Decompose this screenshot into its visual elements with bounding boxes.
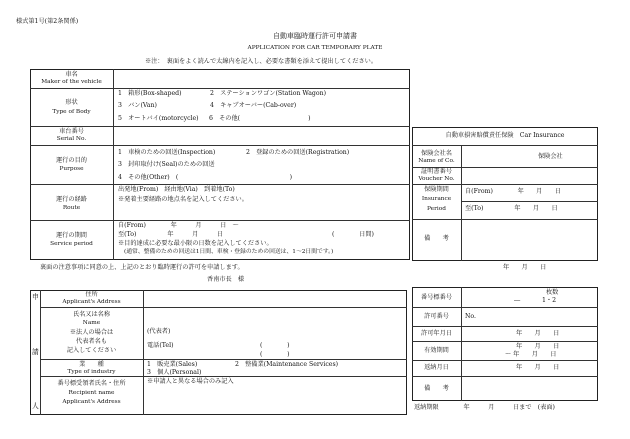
office-remarks-label: 備 考: [424, 385, 449, 392]
vehicle-name-label-en: Maker of the vehicle: [41, 79, 102, 85]
permit-date: 年 月 日: [516, 330, 560, 337]
plate-nums: 1・2: [542, 297, 557, 304]
tel-field-2[interactable]: ( ): [260, 351, 290, 358]
period-note-1: ※目的達成に必要な最小限の日数を記入してください。: [118, 240, 273, 247]
voucher-label-en: Voucher No.: [418, 176, 455, 182]
industry-label: 業 種: [79, 361, 104, 368]
address-field[interactable]: [146, 293, 404, 305]
valid-from: 年 月 日: [516, 343, 560, 350]
route-line-1: 出発地(From) 経由地(Via) 到着地(To): [118, 186, 235, 193]
permit-no: No.: [465, 313, 476, 320]
return-deadline: 返納期限 年 月 日まで (表面): [414, 404, 555, 411]
representative-label: (代表者): [147, 328, 171, 335]
valid-label: 有効期間: [424, 347, 449, 354]
body-option-6[interactable]: 6 その他( ): [209, 115, 311, 122]
period-from[interactable]: 自(From) 年 月 日 ～: [118, 222, 239, 229]
route-label-en: Route: [62, 205, 81, 211]
industry-option-2[interactable]: 2 整備業(Maintenance Services): [235, 361, 339, 368]
recipient-label-en-2: Applicant's Address: [62, 399, 121, 405]
ins-period-label-en-1: Insurance: [421, 196, 452, 202]
tel-label: 電話(Tel): [147, 342, 174, 349]
permit-label: 許可番号: [424, 313, 449, 320]
plate-dash: ―: [514, 297, 521, 304]
serial-label: 車台番号: [59, 128, 84, 135]
tel-field-1[interactable]: ( ): [260, 342, 290, 349]
corp-note-1: ※法人の場合は: [69, 329, 114, 336]
ins-period-label-en-2: Period: [427, 206, 446, 212]
period-label: 運行の期間: [56, 232, 87, 239]
address-label-en: Applicant's Address: [62, 299, 121, 305]
period-label-en: Service period: [50, 241, 93, 247]
side-char-1: 申: [32, 293, 39, 301]
industry-option-3[interactable]: 3 個人(Personal): [147, 369, 202, 376]
period-days[interactable]: ( 日間): [332, 231, 374, 238]
plate-count-label: 枚数: [546, 289, 559, 296]
period-to[interactable]: 至(To) 年 月 日: [118, 231, 224, 238]
permit-date-label: 許可年月日: [421, 330, 452, 337]
vehicle-name-label: 車名: [65, 71, 78, 78]
ins-period-label: 保険期間: [424, 186, 449, 193]
recipient-label: 番号標受領者氏名・住所: [57, 380, 126, 387]
company-label: 保険会社名: [421, 150, 452, 157]
industry-label-en: Type of industry: [67, 369, 116, 375]
form-number: 様式第1号(第2条関係): [16, 18, 79, 25]
ins-period-from[interactable]: 自(From) 年 月 日: [465, 188, 561, 195]
name-label-en: Name: [82, 320, 101, 326]
period-note-2: (通常、整備のための回送は1日間、車検・登録のための回送は、1～2日間です。): [124, 249, 334, 255]
agreement-date[interactable]: 年 月 日: [503, 264, 547, 271]
ins-period-to[interactable]: 至(To) 年 月 日: [465, 205, 558, 212]
recipient-label-en-1: Recipient name: [68, 390, 115, 396]
route-field[interactable]: [116, 205, 406, 218]
body-type-label: 形状: [65, 99, 78, 106]
side-char-3: 人: [32, 402, 39, 410]
corp-note-2: 代表者名も: [76, 338, 107, 345]
purpose-option-1[interactable]: 1 車検のための回送(Inspection): [118, 149, 216, 156]
route-label: 運行の経路: [56, 196, 87, 203]
agreement-text: 裏面の注意事項に同意の上、上記のとおり臨時運行の許可を申請します。: [40, 264, 244, 271]
plate-label: 番号標番号: [421, 294, 452, 301]
serial-field[interactable]: [116, 129, 406, 143]
voucher-label: 証明書番号: [421, 168, 452, 175]
recipient-note: ※申請人と異なる場合のみ記入: [147, 378, 234, 385]
company-label-en: Name of Co.: [418, 158, 455, 164]
body-option-1[interactable]: 1 箱形(Box-shaped): [118, 90, 182, 97]
body-option-4[interactable]: 4 キャブオーバー(Cab-over): [210, 102, 297, 109]
route-line-2: ※発着主要経路の地点名を記入してください。: [118, 196, 248, 203]
purpose-option-4[interactable]: 4 その他(Other) ( ): [118, 174, 293, 181]
office-frame: [412, 287, 598, 401]
addressee: 香南市長 様: [207, 276, 245, 283]
body-option-2[interactable]: 2 ステーションワゴン(Station Wagon): [210, 90, 327, 97]
serial-label-en: Serial No.: [56, 136, 87, 142]
body-option-5[interactable]: 5 オートバイ(motorcycle): [118, 115, 199, 122]
name-label: 氏名又は名称: [72, 311, 111, 318]
vehicle-name-field[interactable]: [116, 72, 406, 86]
purpose-label: 運行の目的: [56, 157, 87, 164]
return-label: 返納月日: [424, 364, 449, 371]
purpose-label-en: Purpose: [59, 166, 84, 172]
form-title-en: APPLICATION FOR CAR TEMPORARY PLATE: [247, 45, 383, 51]
body-type-label-en: Type of Body: [52, 109, 91, 115]
purpose-option-3[interactable]: 3 封印取付け(Seal)のための回送: [118, 161, 215, 168]
ins-remarks-label: 備 考: [424, 235, 449, 242]
corp-note-3: 記入してください: [66, 347, 117, 354]
form-note: ※注： 裏面をよく読んで太線内を記入し、必要な書類を添えて提出してください。: [145, 58, 378, 65]
insurance-title: 自動車損害賠償責任保険 Car Insurance: [445, 132, 565, 139]
company-suffix: 保険会社: [538, 153, 563, 160]
address-label: 住所: [85, 291, 98, 298]
body-option-3[interactable]: 3 バン(Van): [118, 102, 157, 109]
industry-option-1[interactable]: 1 販売業(Sales): [147, 361, 198, 368]
form-title-jp: 自動車臨時運行許可申請書: [273, 32, 357, 40]
return-date: 年 月 日: [516, 364, 560, 371]
valid-to: ～ 年 月 日: [505, 351, 557, 358]
side-char-2: 請: [32, 348, 39, 356]
purpose-option-2[interactable]: 2 登録のための回送(Registration): [246, 149, 350, 156]
